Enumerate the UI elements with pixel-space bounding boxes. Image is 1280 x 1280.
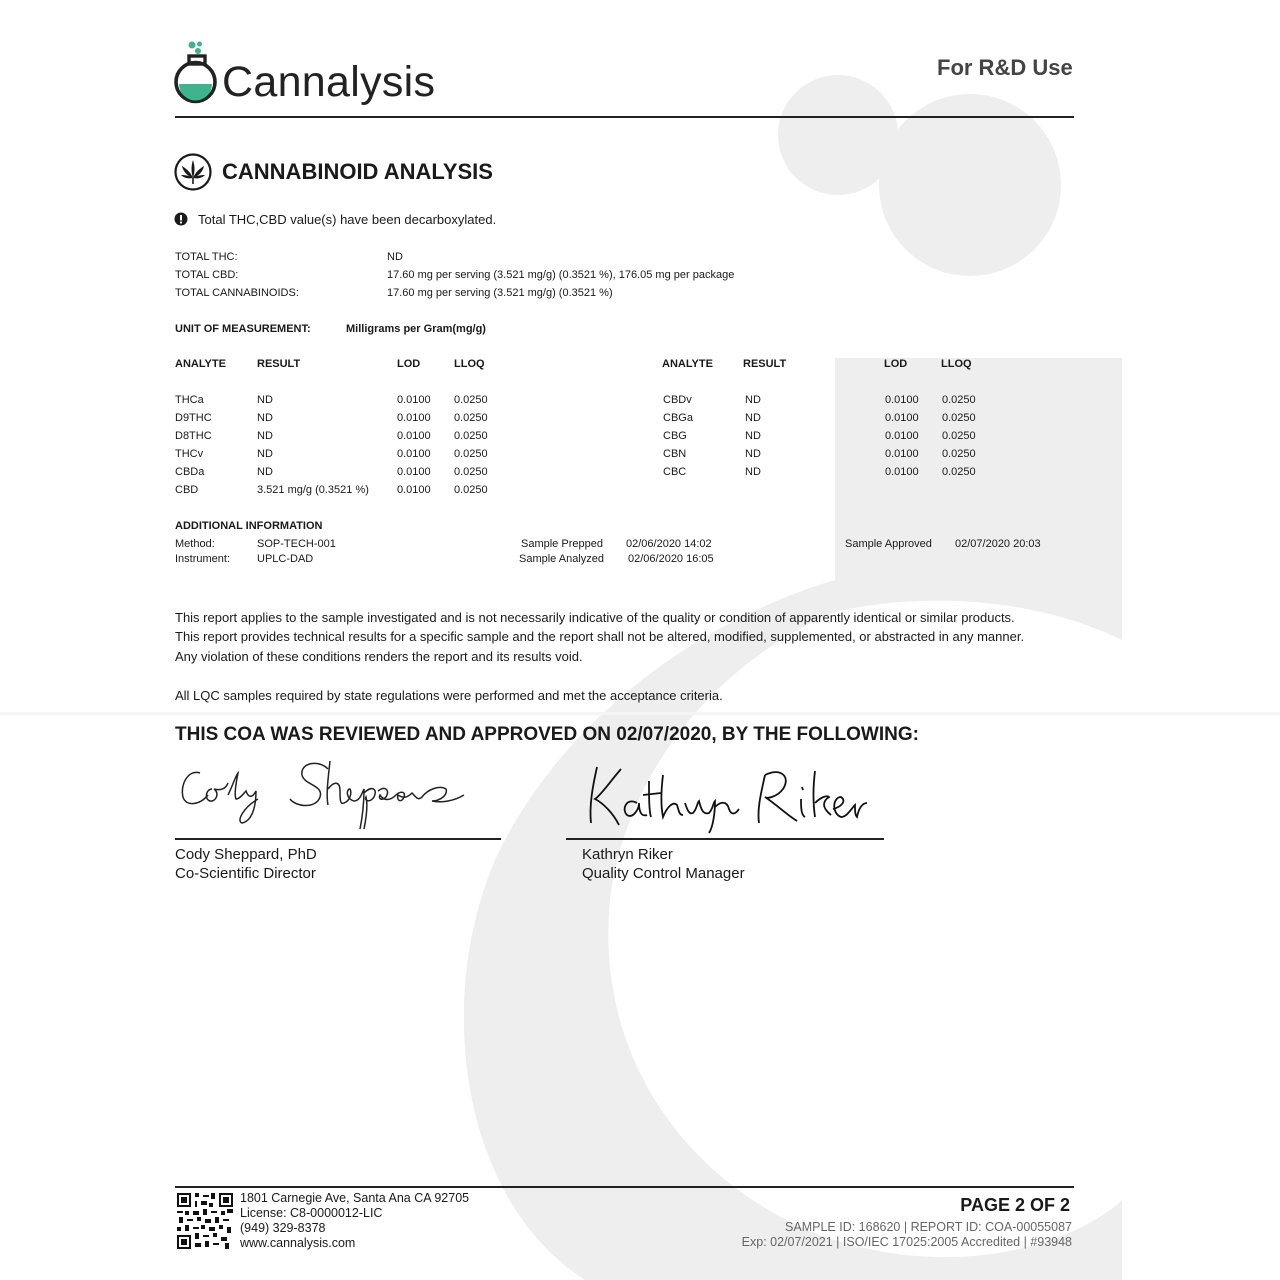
col-analyte-right: ANALYTE: [662, 358, 713, 370]
cannabis-leaf-icon: [174, 153, 212, 191]
result-cell: ND: [745, 430, 761, 442]
sample-prepped-value: 02/06/2020 14:02: [626, 538, 712, 550]
lloq-cell: 0.0250: [454, 466, 488, 478]
lloq-cell: 0.0250: [942, 430, 976, 442]
analyte-cell: D8THC: [175, 430, 212, 442]
decarb-note: Total THC,CBD value(s) have been decarboxylated.: [198, 212, 497, 227]
lloq-cell: 0.0250: [454, 412, 488, 424]
analyte-cell: CBC: [663, 466, 687, 478]
footer-sample-ids: SAMPLE ID: 168620 | REPORT ID: COA-00055087: [785, 1220, 1072, 1234]
disclaimer-line-3: Any violation of these conditions renders the report and its results void.: [175, 649, 583, 664]
lloq-cell: 0.0250: [454, 394, 488, 406]
flask-logo-icon: [172, 40, 222, 106]
sample-approved-label: Sample Approved: [845, 538, 932, 550]
lloq-cell: 0.0250: [942, 466, 976, 478]
lloq-cell: 0.0250: [942, 412, 976, 424]
info-icon: [174, 212, 188, 226]
footer-phone: (949) 329-8378: [240, 1221, 326, 1235]
method-value: SOP-TECH-001: [257, 538, 336, 550]
analyte-cell: THCa: [175, 394, 204, 406]
total-cannabinoids-label: TOTAL CANNABINOIDS:: [175, 287, 299, 299]
result-cell: ND: [745, 448, 761, 460]
sample-approved-value: 02/07/2020 20:03: [955, 538, 1041, 550]
lloq-cell: 0.0250: [942, 448, 976, 460]
analyte-cell: CBG: [663, 430, 687, 442]
col-analyte-left: ANALYTE: [175, 358, 226, 370]
result-cell: ND: [257, 448, 273, 460]
lloq-cell: 0.0250: [942, 394, 976, 406]
lod-cell: 0.0100: [397, 412, 431, 424]
lod-cell: 0.0100: [397, 394, 431, 406]
signer-2-name: Kathryn Riker: [582, 846, 673, 863]
footer-expiry: Exp: 02/07/2021 | ISO/IEC 17025:2005 Accredited | #93948: [741, 1235, 1072, 1249]
instrument-label: Instrument:: [175, 553, 231, 565]
additional-info-title: ADDITIONAL INFORMATION: [175, 520, 323, 532]
signer-1-name: Cody Sheppard, PhD: [175, 846, 317, 863]
analyte-cell: THCv: [175, 448, 204, 460]
company-name: Cannalysis: [222, 58, 436, 106]
analyte-cell: CBDv: [663, 394, 692, 406]
lod-cell: 0.0100: [885, 412, 919, 424]
sample-prepped-label: Sample Prepped: [521, 538, 603, 550]
section-title: CANNABINOID ANALYSIS: [222, 159, 493, 184]
sample-analyzed-label: Sample Analyzed: [519, 553, 604, 565]
total-cbd-label: TOTAL CBD:: [175, 269, 239, 281]
unit-label: UNIT OF MEASUREMENT:: [175, 323, 311, 335]
lod-cell: 0.0100: [885, 394, 919, 406]
lod-cell: 0.0100: [885, 448, 919, 460]
analyte-cell: CBGa: [663, 412, 693, 424]
lod-cell: 0.0100: [397, 430, 431, 442]
result-cell: ND: [257, 394, 273, 406]
total-thc-value: ND: [387, 251, 403, 263]
lod-cell: 0.0100: [885, 466, 919, 478]
sample-analyzed-value: 02/06/2020 16:05: [628, 553, 714, 565]
disclaimer-line-1: This report applies to the sample investigated and is not necessarily indicative of the quality or condition of apparently identical or similar products.: [175, 610, 1015, 625]
analyte-cell: CBDa: [175, 466, 205, 478]
footer-website[interactable]: www.cannalysis.com: [240, 1236, 356, 1250]
lloq-cell: 0.0250: [454, 430, 488, 442]
result-cell: 3.521 mg/g (0.3521 %): [257, 484, 369, 496]
signature-line-2: [566, 838, 884, 840]
signature-cody-sheppard: [178, 755, 468, 837]
footer-license: License: C8-0000012-LIC: [240, 1206, 383, 1220]
result-cell: ND: [257, 430, 273, 442]
qr-code-icon[interactable]: [177, 1193, 233, 1249]
lod-cell: 0.0100: [397, 466, 431, 478]
method-label: Method:: [175, 538, 215, 550]
unit-value: Milligrams per Gram(mg/g): [346, 323, 486, 335]
lloq-cell: 0.0250: [454, 448, 488, 460]
result-cell: ND: [745, 394, 761, 406]
signer-2-title: Quality Control Manager: [582, 865, 745, 882]
analyte-cell: D9THC: [175, 412, 212, 424]
result-cell: ND: [745, 466, 761, 478]
approval-heading: THIS COA WAS REVIEWED AND APPROVED ON 02/07/2020, BY THE FOLLOWING:: [175, 724, 919, 745]
header-divider: [175, 116, 1074, 118]
col-lod-right: LOD: [884, 358, 908, 370]
footer-divider: [175, 1186, 1074, 1188]
lod-cell: 0.0100: [397, 448, 431, 460]
result-cell: ND: [745, 412, 761, 424]
disclaimer-line-2: This report provides technical results for a specific sample and the report shall not be altered, modified, supplemented, or abstracted in any manner.: [175, 629, 1025, 644]
col-result-right: RESULT: [743, 358, 787, 370]
analyte-cell: CBN: [663, 448, 687, 460]
signer-1-title: Co-Scientific Director: [175, 865, 316, 882]
col-lloq-left: LLOQ: [454, 358, 485, 370]
signature-kathryn-riker: [585, 757, 870, 837]
signature-line-1: [175, 838, 501, 840]
lloq-cell: 0.0250: [454, 484, 488, 496]
lod-cell: 0.0100: [397, 484, 431, 496]
total-thc-label: TOTAL THC:: [175, 251, 238, 263]
col-result-left: RESULT: [257, 358, 301, 370]
page-number: PAGE 2 OF 2: [960, 1195, 1070, 1215]
col-lloq-right: LLOQ: [941, 358, 972, 370]
result-cell: ND: [257, 466, 273, 478]
lod-cell: 0.0100: [885, 430, 919, 442]
analyte-cell: CBD: [175, 484, 199, 496]
result-cell: ND: [257, 412, 273, 424]
lqc-statement: All LQC samples required by state regulations were performed and met the acceptance criteria.: [175, 688, 723, 703]
instrument-value: UPLC-DAD: [257, 553, 314, 565]
total-cannabinoids-value: 17.60 mg per serving (3.521 mg/g) (0.3521 %): [387, 287, 613, 299]
col-lod-left: LOD: [397, 358, 421, 370]
total-cbd-value: 17.60 mg per serving (3.521 mg/g) (0.3521 %), 176.05 mg per package: [387, 269, 735, 281]
footer-address: 1801 Carnegie Ave, Santa Ana CA 92705: [240, 1191, 470, 1205]
usage-label: For R&D Use: [937, 55, 1073, 80]
